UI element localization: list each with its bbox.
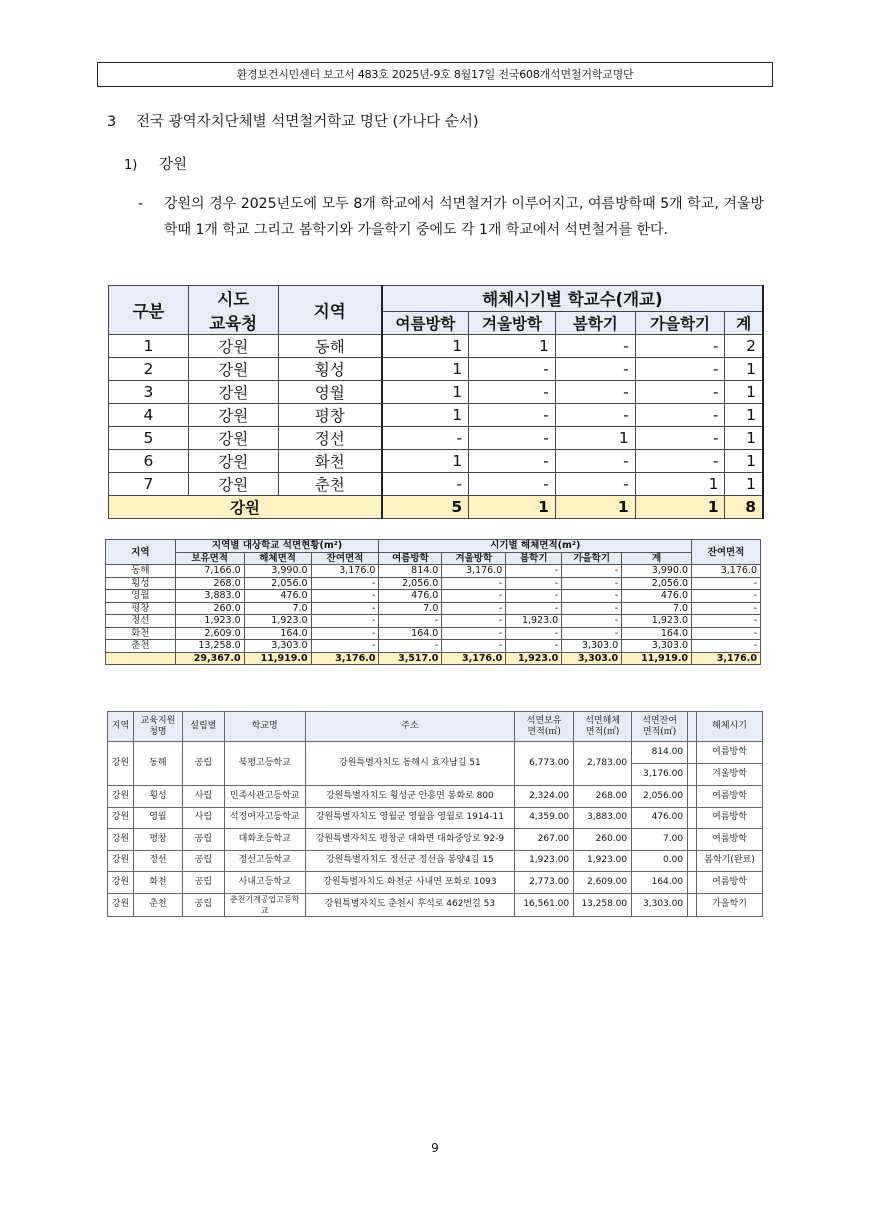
table-row: 7 강원 춘천 - - - 1 1 xyxy=(109,473,764,496)
col-total: 계 xyxy=(725,311,763,334)
area-table xyxy=(105,539,761,665)
col-office: 교육지원 청명 xyxy=(133,712,182,742)
table-row: 강원 평창 공립 대화초등학교 강원특별자치도 평창군 대화면 대화중앙로 92-9 267.00 260.00 7.00 여름방학 xyxy=(108,829,763,851)
school-list-table xyxy=(107,711,763,917)
table-row: 2 강원 횡성 1 - - - 1 xyxy=(109,358,764,381)
col-own: 석면보유 면적(㎡) xyxy=(515,712,574,742)
col-region: 지역 xyxy=(108,712,134,742)
table-row: 강원 정선 공립 정선고등학교 강원특별자치도 정선군 정선읍 봉양4길 15 1,923.00 1,923.00 0.00 봄학기(완료) xyxy=(108,850,763,872)
col-winter: 겨울방학 xyxy=(442,552,506,565)
col-type: 설립별 xyxy=(182,712,224,742)
col-gubun: 구분 xyxy=(109,286,189,335)
school-count-table xyxy=(108,285,764,519)
table-row: 평창 260.0 7.0 - 7.0 - - - 7.0 - xyxy=(106,602,761,615)
col-remain-sub: 잔여면적 xyxy=(311,552,379,565)
col-remain: 잔여면적 xyxy=(692,540,761,565)
table-row: 영월 3,883.0 476.0 - 476.0 - - - 476.0 - xyxy=(106,590,761,603)
section-heading xyxy=(107,110,479,131)
col-period: 해체시기 xyxy=(697,712,763,742)
summary-paragraph xyxy=(138,192,764,243)
total-row: 29,367.0 11,919.0 3,176.0 3,517.0 3,176.0 1,923.0 3,303.0 11,919.0 3,176.0 xyxy=(106,652,761,665)
col-region: 지역 xyxy=(106,540,176,565)
section-title: 전국 광역자치단체별 석면철거학교 명단 (가나다 순서) xyxy=(136,114,479,130)
col-demolish: 석면해체 면적(㎡) xyxy=(574,712,632,742)
col-sido: 시도 교육청 xyxy=(188,286,278,335)
report-header: 환경보건시민센터 보고서 483호 2025년-9호 8월17일 전국608개석면철거학교명단 xyxy=(97,62,773,87)
col-group-period: 시기별 해체면적(m²) xyxy=(379,540,692,553)
col-region: 지역 xyxy=(278,286,382,335)
col-spacer xyxy=(688,712,697,742)
col-group-period: 해체시기별 학교수(개교) xyxy=(382,286,763,312)
subsection-title: 강원 xyxy=(159,157,188,173)
table-row: 강원 춘천 공립 춘천기계공업고등학교 강원특별자치도 춘천시 후석로 462번길 53 16,561.00 13,258.00 3,303.00 가을학기 xyxy=(108,893,763,916)
bullet-dash: - xyxy=(138,196,144,212)
col-demolish: 해체면적 xyxy=(244,552,311,565)
col-summer: 여름방학 xyxy=(382,311,469,334)
table-row: 6 강원 화천 1 - - - 1 xyxy=(109,450,764,473)
col-address: 주소 xyxy=(305,712,515,742)
subsection-heading xyxy=(124,153,187,174)
table-row: 4 강원 평창 1 - - - 1 xyxy=(109,404,764,427)
col-autumn: 가을학기 xyxy=(635,311,725,334)
table-row: 강원 동해 공립 북평고등학교 강원특별자치도 동해시 효자남길 51 6,773.00 2,783.00 814.00 여름방학 xyxy=(108,742,763,764)
page-number: 9 xyxy=(431,1141,439,1155)
col-total: 계 xyxy=(622,552,692,565)
col-spring: 봄학기 xyxy=(555,311,635,334)
table-row: 횡성 268.0 2,056.0 - 2,056.0 - - - 2,056.0 - xyxy=(106,577,761,590)
subsection-number: 1) xyxy=(124,158,138,173)
col-school: 학교명 xyxy=(224,712,305,742)
col-summer: 여름방학 xyxy=(379,552,442,565)
table-row: 1 강원 동해 1 1 - - 2 xyxy=(109,335,764,358)
col-group-status: 지역별 대상학교 석면현황(m²) xyxy=(175,540,379,553)
table-row: 강원 화천 공립 사내고등학교 강원특별자치도 화천군 사내면 포화로 1093 2,773.00 2,609.00 164.00 여름방학 xyxy=(108,872,763,894)
col-remain: 석면잔여 면적(㎡) xyxy=(632,712,688,742)
col-spring: 봄학기 xyxy=(506,552,562,565)
table-row: 강원 영월 사립 석정여자고등학교 강원특별자치도 영월군 영월읍 영월로 1914-11 4,359.00 3,883.00 476.00 여름방학 xyxy=(108,807,763,829)
table-row: 동해 7,166.0 3,990.0 3,176.0 814.0 3,176.0 - - 3,990.0 3,176.0 xyxy=(106,565,761,578)
table-row: 정선 1,923.0 1,923.0 - - - 1,923.0 - 1,923.0 - xyxy=(106,615,761,628)
table-row: 춘천 13,258.0 3,303.0 - - - - 3,303.0 3,303.0 - xyxy=(106,640,761,653)
table-row: 강원 횡성 사립 민족사관고등학교 강원특별자치도 횡성군 안흥면 봉화로 800 2,324.00 268.00 2,056.00 여름방학 xyxy=(108,786,763,808)
col-own: 보유면적 xyxy=(175,552,244,565)
total-row: 강원 5 1 1 1 8 xyxy=(109,496,764,519)
col-winter: 겨울방학 xyxy=(469,311,556,334)
table-row: 3,176.00 겨울방학 xyxy=(108,764,763,786)
col-autumn: 가을학기 xyxy=(562,552,622,565)
table-row: 5 강원 정선 - - 1 - 1 xyxy=(109,427,764,450)
table-row: 화천 2,609.0 164.0 - 164.0 - - - 164.0 - xyxy=(106,627,761,640)
section-number: 3 xyxy=(107,114,117,130)
summary-text: 강원의 경우 2025년도에 모두 8개 학교에서 석면철거가 이루어지고, 여름방학때 5개 학교, 겨울방학때 1개 학교 그리고 봄학기와 가을학기 중에도 각 1개 학교에서 석면철거를 한다. xyxy=(164,196,764,238)
table-row: 3 강원 영월 1 - - - 1 xyxy=(109,381,764,404)
